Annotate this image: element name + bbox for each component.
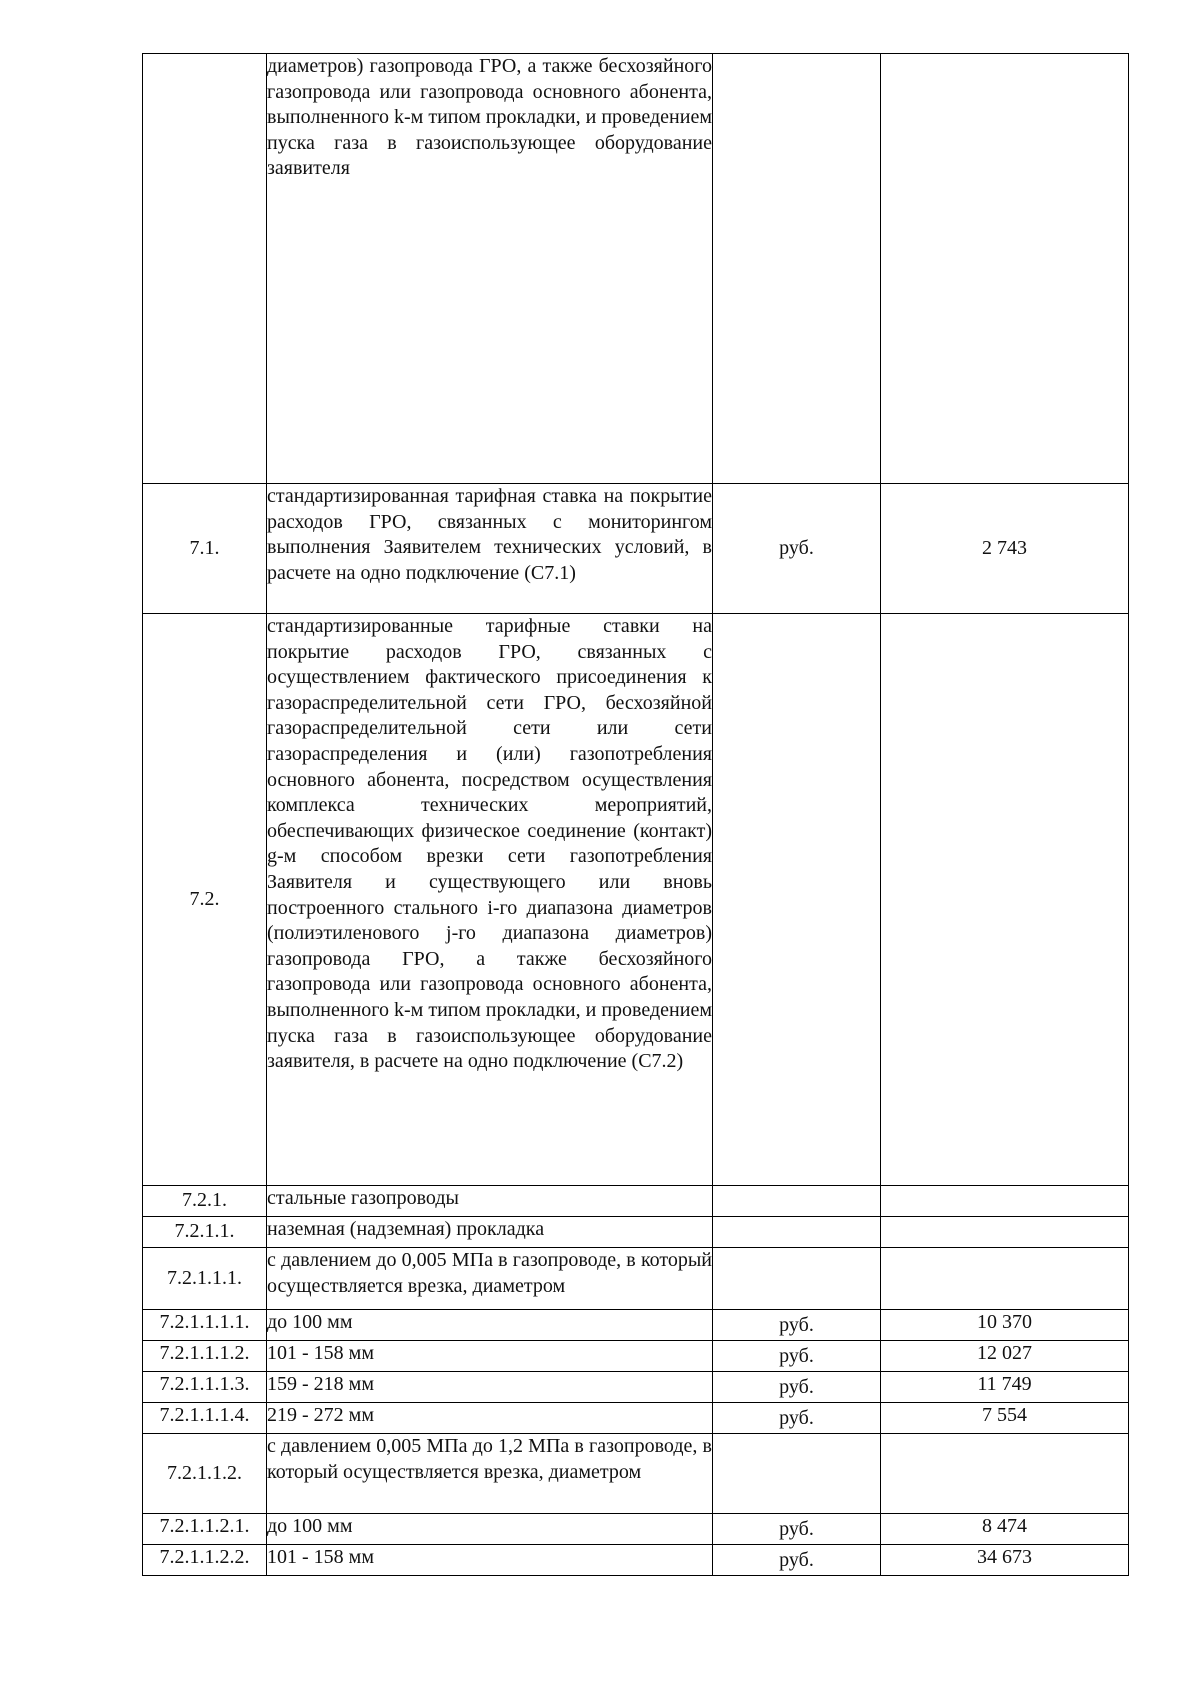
row-description: стальные газопроводы bbox=[267, 1186, 713, 1217]
row-value: 10 370 bbox=[881, 1310, 1129, 1341]
row-value: 8 474 bbox=[881, 1514, 1129, 1545]
table-row bbox=[143, 484, 1129, 614]
row-description: стандартизированные тарифные ставки на покрытие расходов ГРО, связанных с осуществлением фактического присоединения к газораспределительной сети ГРО, бесхозяйной газораспределительной сети или сети газораспределения и (или) газопотребления основного абонента, посредством осуществления комплекса технических мероприятий, обеспечивающих физическое соединение (контакт) g-м способом врезки сети газопотребления Заявителя и существующего или вновь построенного стального i-го диапазона диаметров (полиэтиленового j-го диапазона диаметров) газопровода ГРО, а также бесхозяйного газопровода или газопровода основного абонента, выполненного k-м типом прокладки, и проведением пуска газа в газоиспользующее оборудование заявителя, в расчете на одно подключение (С7.2) bbox=[267, 614, 713, 1186]
row-description: 219 - 272 мм bbox=[267, 1403, 713, 1434]
row-description: 101 - 158 мм bbox=[267, 1341, 713, 1372]
row-number bbox=[143, 54, 267, 484]
row-value: 2 743 bbox=[881, 484, 1129, 614]
row-value: 7 554 bbox=[881, 1403, 1129, 1434]
row-number: 7.2.1.1. bbox=[143, 1217, 267, 1248]
row-description: диаметров) газопровода ГРО, а также бесхозяйного газопровода или газопровода основного абонента, выполненного k-м типом прокладки, и проведением пуска газа в газоиспользующее оборудование заявителя bbox=[267, 54, 713, 484]
row-unit bbox=[713, 614, 881, 1186]
row-unit bbox=[713, 1434, 881, 1514]
row-unit: руб. bbox=[713, 1372, 881, 1403]
row-description: до 100 мм bbox=[267, 1310, 713, 1341]
row-description: стандартизированная тарифная ставка на покрытие расходов ГРО, связанных с мониторингом выполнения Заявителем технических условий, в расчете на одно подключение (С7.1) bbox=[267, 484, 713, 614]
row-unit: руб. bbox=[713, 1310, 881, 1341]
row-unit: руб. bbox=[713, 1341, 881, 1372]
row-unit bbox=[713, 1186, 881, 1217]
row-value: 34 673 bbox=[881, 1545, 1129, 1576]
row-unit: руб. bbox=[713, 1514, 881, 1545]
row-unit: руб. bbox=[713, 484, 881, 614]
row-number: 7.2.1.1.2.1. bbox=[143, 1514, 267, 1545]
row-value bbox=[881, 1248, 1129, 1310]
table-row bbox=[143, 1434, 1129, 1514]
row-number: 7.2.1. bbox=[143, 1186, 267, 1217]
row-unit: руб. bbox=[713, 1545, 881, 1576]
row-number: 7.2.1.1.2. bbox=[143, 1434, 267, 1514]
table-row bbox=[143, 1186, 1129, 1217]
row-description: с давлением 0,005 МПа до 1,2 МПа в газопроводе, в который осуществляется врезка, диаметром bbox=[267, 1434, 713, 1514]
table-row bbox=[143, 54, 1129, 484]
row-value: 12 027 bbox=[881, 1341, 1129, 1372]
row-number: 7.1. bbox=[143, 484, 267, 614]
tariff-table bbox=[142, 53, 1129, 1576]
table-row bbox=[143, 1403, 1129, 1434]
row-number: 7.2.1.1.1.3. bbox=[143, 1372, 267, 1403]
row-unit bbox=[713, 54, 881, 484]
row-unit bbox=[713, 1248, 881, 1310]
row-description: с давлением до 0,005 МПа в газопроводе, в который осуществляется врезка, диаметром bbox=[267, 1248, 713, 1310]
row-number: 7.2.1.1.2.2. bbox=[143, 1545, 267, 1576]
row-value: 11 749 bbox=[881, 1372, 1129, 1403]
row-value bbox=[881, 1434, 1129, 1514]
row-unit: руб. bbox=[713, 1403, 881, 1434]
row-number: 7.2.1.1.1.2. bbox=[143, 1341, 267, 1372]
row-value bbox=[881, 1186, 1129, 1217]
table-row bbox=[143, 1545, 1129, 1576]
row-unit bbox=[713, 1217, 881, 1248]
table-row bbox=[143, 1248, 1129, 1310]
row-description: наземная (надземная) прокладка bbox=[267, 1217, 713, 1248]
table-row bbox=[143, 1217, 1129, 1248]
row-number: 7.2. bbox=[143, 614, 267, 1186]
table-row bbox=[143, 1514, 1129, 1545]
row-value bbox=[881, 54, 1129, 484]
row-value bbox=[881, 1217, 1129, 1248]
row-description: до 100 мм bbox=[267, 1514, 713, 1545]
row-description: 101 - 158 мм bbox=[267, 1545, 713, 1576]
table-row bbox=[143, 614, 1129, 1186]
row-value bbox=[881, 614, 1129, 1186]
row-description: 159 - 218 мм bbox=[267, 1372, 713, 1403]
table-row bbox=[143, 1341, 1129, 1372]
row-number: 7.2.1.1.1.4. bbox=[143, 1403, 267, 1434]
row-number: 7.2.1.1.1. bbox=[143, 1248, 267, 1310]
row-number: 7.2.1.1.1.1. bbox=[143, 1310, 267, 1341]
table-row bbox=[143, 1310, 1129, 1341]
table-row bbox=[143, 1372, 1129, 1403]
